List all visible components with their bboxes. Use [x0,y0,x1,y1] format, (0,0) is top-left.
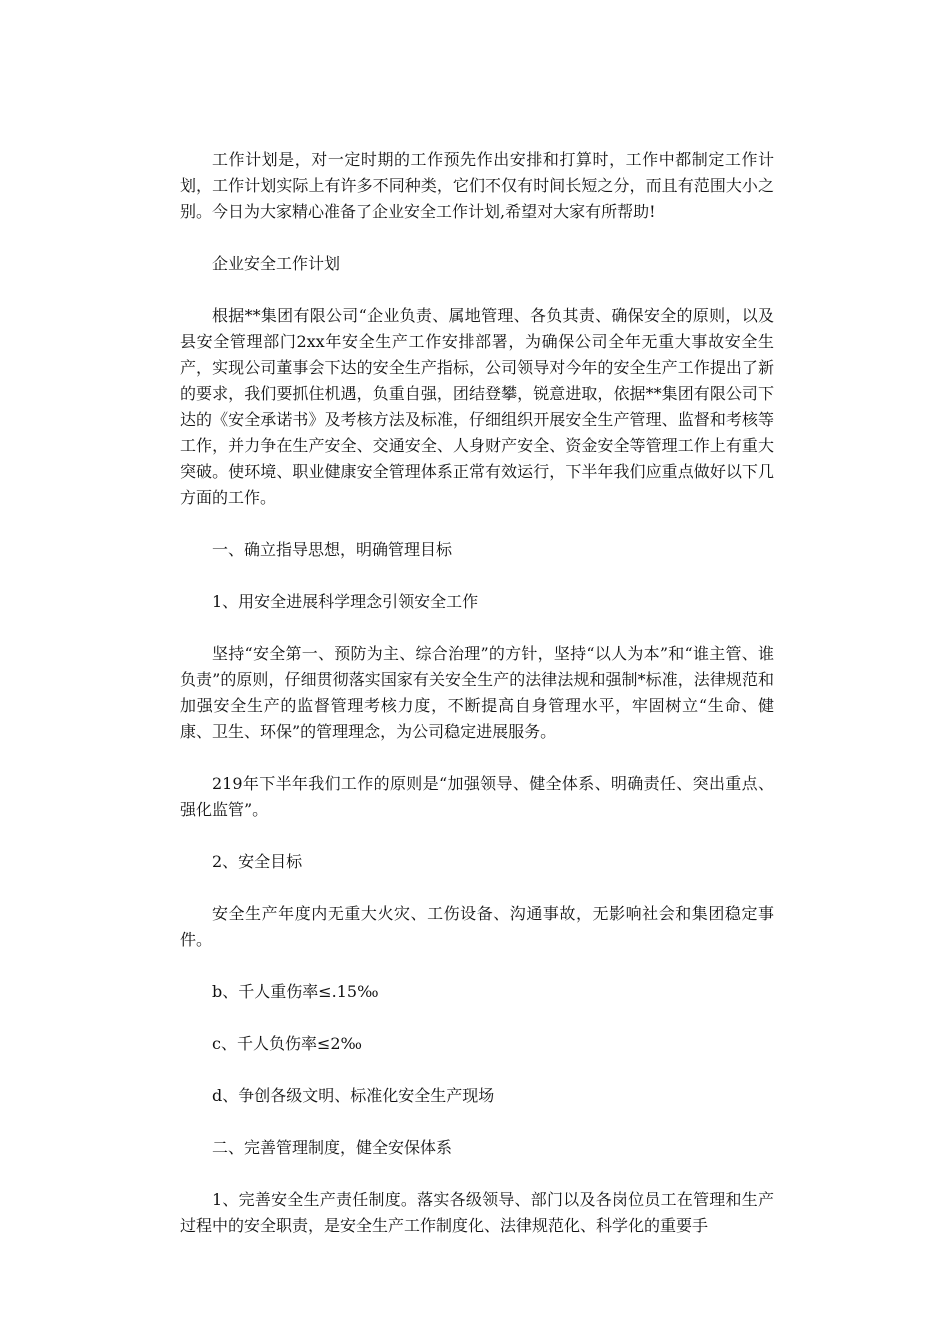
target-item-b: b、千人重伤率≤.15‰ [212,982,379,1001]
policy-paragraph: 坚持“安全第一、预防为主、综合治理”的方针，坚持“以人为本”和“谁主管、谁负责”的原则，仔细贯彻落实国家有关安全生产的法律法规和强制*标准，法律规范和加强安全生产的监督管理考核力度，不断提高自身管理水平，牢固树立“生命、健康、卫生、环保”的管理理念，为公司稳定进展服务。 [180,644,774,741]
subsection-heading-1-2: 2、安全目标 [212,852,303,871]
target-item-d: d、争创各级文明、标准化安全生产现场 [212,1086,495,1105]
intro-paragraph: 工作计划是，对一定时期的工作预先作出安排和打算时，工作中都制定工作计划，工作计划实际上有许多不同种类，它们不仅有时间长短之分，而且有范围大小之别。今日为大家精心准备了企业安全工作计划,希望对大家有所帮助! [180,150,774,221]
section-heading-1: 一、确立指导思想，明确管理目标 [212,540,453,559]
target-item-c: c、千人负伤率≤2‰ [212,1034,363,1053]
responsibility-paragraph: 1、完善安全生产责任制度。落实各级领导、部门以及各岗位员工在管理和生产过程中的安全职责，是安全生产工作制度化、法律规范化、科学化的重要手 [180,1190,774,1235]
subsection-heading-1-1: 1、用安全进展科学理念引领安全工作 [212,592,479,611]
document-page [180,147,774,1265]
section-heading-2: 二、完善管理制度，健全安保体系 [212,1138,453,1157]
principle-paragraph: 219年下半年我们工作的原则是“加强领导、健全体系、明确责任、突出重点、强化监管”。 [180,774,774,819]
background-paragraph: 根据**集团有限公司“企业负责、属地管理、各负其责、确保安全的原则，以及县安全管理部门2xx年安全生产工作安排部署，为确保公司全年无重大事故安全生产，实现公司董事会下达的安全生产指标，公司领导对今年的安全生产工作提出了新的要求，我们要抓住机遇，负重自强，团结登攀，锐意进取，依据**集团有限公司下达的《安全承诺书》及考核方法及标准，仔细组织开展安全生产管理、监督和考核等工作，并力争在生产安全、交通安全、人身财产安全、资金安全等管理工作上有重大突破。使环境、职业健康安全管理体系正常有效运行，下半年我们应重点做好以下几方面的工作。 [180,306,774,507]
target-paragraph: 安全生产年度内无重大火灾、工伤设备、沟通事故，无影响社会和集团稳定事件。 [180,904,774,949]
document-title: 企业安全工作计划 [212,254,341,273]
